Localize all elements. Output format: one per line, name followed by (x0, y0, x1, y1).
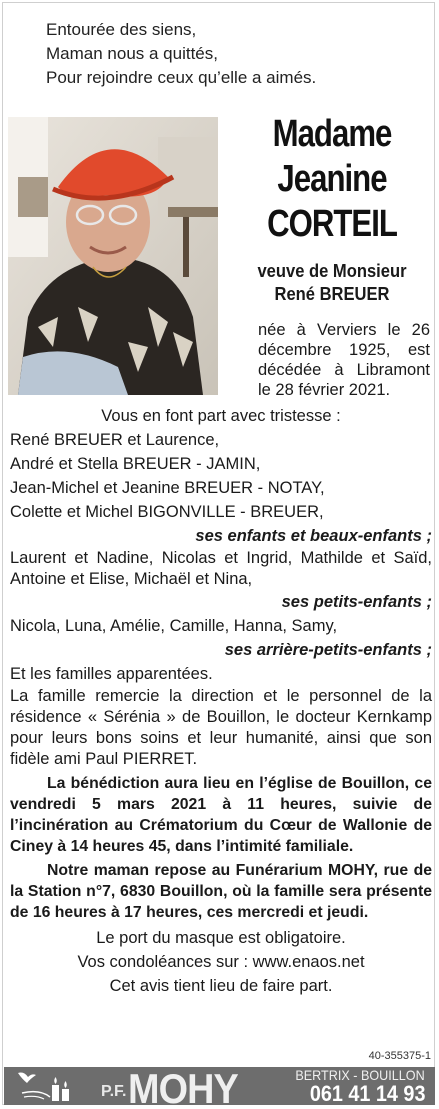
funeral-home-prefix: P.F. (101, 1083, 127, 1100)
deceased-name (230, 112, 434, 247)
funeral-home-banner (4, 1067, 435, 1105)
great-grandchildren-label: ses arrière-petits-enfants ; (224, 641, 432, 659)
mask-text: Le port du masque est obligatoire. (96, 929, 346, 947)
grandchildren-list: Laurent et Nadine, Nicolas et Ingrid, Mathilde et Saïd, Antoine et Elise, Michaël et Nina, (10, 549, 432, 588)
child-entry: Jean-Michel et Jeanine BREUER - NOTAY, (10, 479, 325, 497)
notice-body (10, 404, 432, 998)
funeral-home-locations: BERTRIX - BOUILLON (295, 1067, 425, 1083)
notice-text: Cet avis tient lieu de faire part. (109, 977, 333, 995)
children-label: ses enfants et beaux-enfants ; (195, 527, 432, 545)
thanks-text: La famille remercie la direction et le personnel de la résidence « Sérénia » de Bouillon, le docteur Kernkamp pour leurs bons soins et leur humanité, ainsi que son fidèle ami Paul PIERRET. (10, 687, 432, 768)
viewing-text: Notre maman repose au Funérarium MOHY, rue de la Station n°7, 6830 Bouillon, où la famille sera présente de 16 heures à 17 heures, ces mercredi et jeudi. (10, 862, 432, 921)
poem-line: Entourée des siens, (46, 20, 197, 39)
widow-of (230, 260, 434, 306)
dove-icon (10, 1069, 90, 1103)
child-entry: René BREUER et Laurence, (10, 431, 220, 449)
funeral-home-phone: 061 41 14 93 (309, 1081, 425, 1105)
grandchildren-label: ses petits-enfants ; (281, 593, 432, 611)
child-entry: André et Stella BREUER - JAMIN, (10, 455, 261, 473)
condolences-text: Vos condoléances sur : www.enaos.net (77, 953, 365, 971)
families-text: Et les familles apparentées. (10, 665, 213, 683)
portrait-photo (8, 117, 218, 395)
title: Madame (272, 113, 392, 155)
first-name: Jeanine (277, 158, 387, 200)
ceremony-text: La bénédiction aura lieu en l’église de Bouillon, ce vendredi 5 mars 2021 à 11 heures, suivie de l’incinération au Crématorium du Cœur de Wallonie de Ciney à 14 heures 45, dans l’intimité familiale. (10, 775, 432, 855)
widow-line: veuve de Monsieur (257, 261, 407, 281)
intro-text: Vous en font part avec tristesse : (101, 407, 341, 425)
widow-line: René BREUER (274, 284, 390, 304)
last-name: CORTEIL (267, 203, 397, 245)
great-grandchildren-list: Nicola, Luna, Amélie, Camille, Hanna, Samy, (10, 617, 338, 635)
reference-number: 40-355375-1 (368, 1050, 431, 1062)
poem-line: Pour rejoindre ceux qu’elle a aimés. (46, 68, 317, 87)
poem (46, 18, 316, 90)
child-entry: Colette et Michel BIGONVILLE - BREUER, (10, 503, 324, 521)
poem-line: Maman nous a quittés, (46, 44, 218, 63)
funeral-home-name: MOHY (128, 1067, 238, 1105)
birth-death-text: née à Verviers le 26 décembre 1925, est décédée à Libramont le 28 février 2021. (258, 321, 430, 399)
